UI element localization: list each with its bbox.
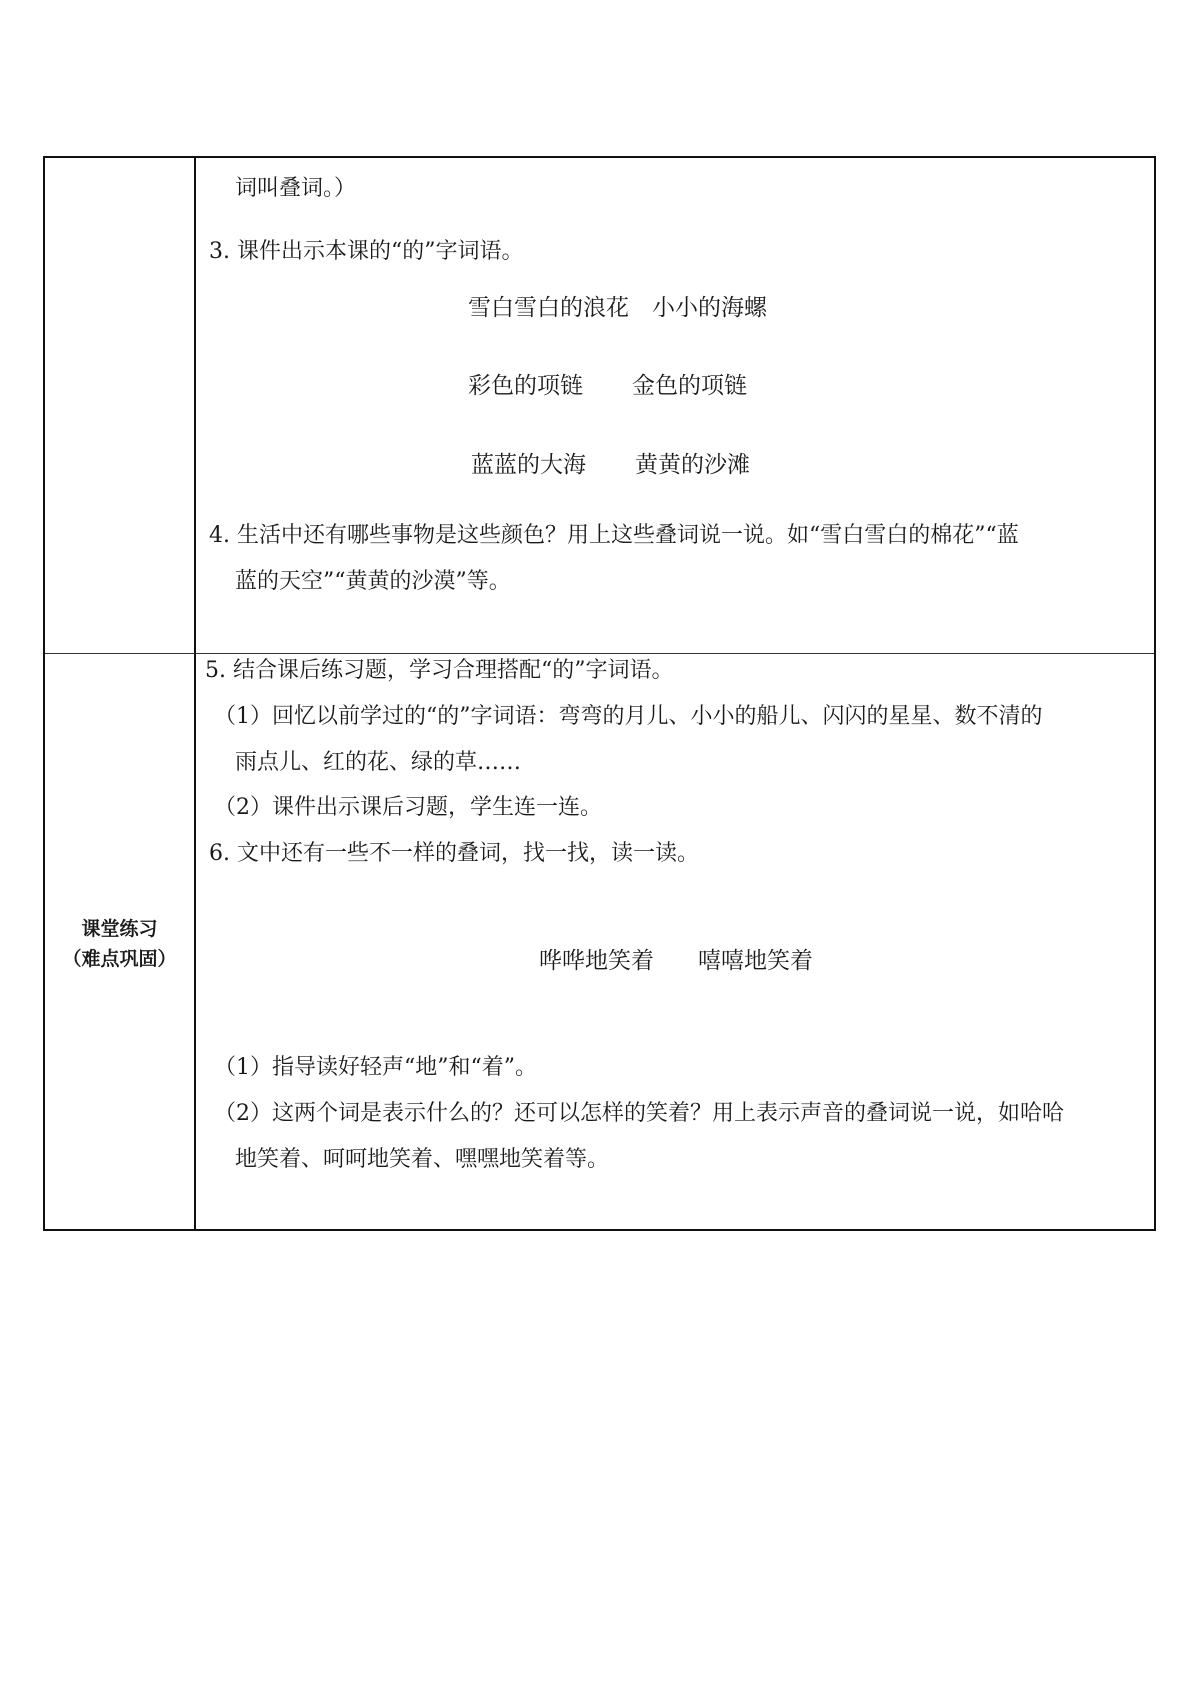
row2-label-title: 课堂练习 <box>81 918 158 940</box>
column-divider <box>194 158 196 1229</box>
row-divider <box>45 653 1154 654</box>
word-1-1: 雪白雪白的浪花 <box>468 295 629 321</box>
row1-item3: 3. 课件出示本课的“的”字词语。 <box>209 239 524 264</box>
sound-word-2: 嘻嘻地笑着 <box>698 948 813 974</box>
sound-word-1: 哗哗地笑着 <box>539 948 654 974</box>
row1-item4-b: 蓝的天空”“黄黄的沙漠”等。 <box>235 569 511 594</box>
word-2-1: 彩色的项链 <box>468 373 583 399</box>
word-2-2: 金色的项链 <box>632 373 747 399</box>
row2-item6-1: （1）指导读好轻声“地”和“着”。 <box>214 1055 537 1080</box>
row1-item4-a: 4. 生活中还有哪些事物是这些颜色？用上这些叠词说一说。如“雪白雪白的棉花”“蓝 <box>209 523 1019 548</box>
row2-label-subtitle: （难点巩固） <box>62 948 177 970</box>
row1-line1: 词叫叠词。） <box>235 176 357 201</box>
row2-item5-1b: 雨点儿、红的花、绿的草…… <box>235 750 522 775</box>
word-3-2: 黄黄的沙滩 <box>635 452 750 478</box>
word-3-1: 蓝蓝的大海 <box>471 452 586 478</box>
row2-item6-2a: （2）这两个词是表示什么的？还可以怎样的笑着？用上表示声音的叠词说一说，如哈哈 <box>214 1101 1064 1126</box>
row2-item5-2: （2）课件出示课后习题，学生连一连。 <box>214 795 602 820</box>
lesson-table <box>43 156 1156 1231</box>
word-1-2: 小小的海螺 <box>652 295 767 321</box>
row2-item5: 5. 结合课后练习题，学习合理搭配“的”字词语。 <box>205 658 674 683</box>
row2-item6: 6. 文中还有一些不一样的叠词，找一找，读一读。 <box>209 841 699 866</box>
row2-item5-1a: （1）回忆以前学过的“的”字词语：弯弯的月儿、小小的船儿、闪闪的星星、数不清的 <box>214 704 1043 729</box>
row2-item6-2b: 地笑着、呵呵地笑着、嘿嘿地笑着等。 <box>235 1147 610 1172</box>
